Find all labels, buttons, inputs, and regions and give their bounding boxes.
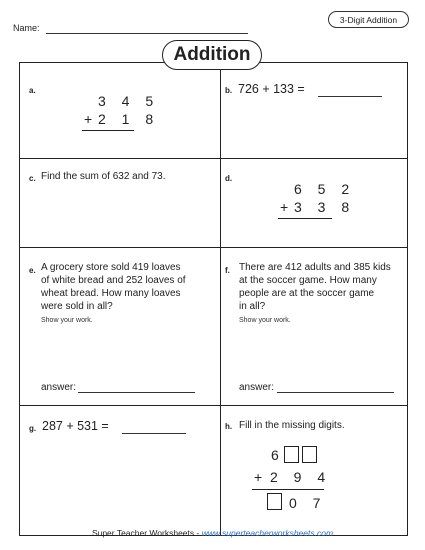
problem-e-line: were sold in all? [41, 301, 113, 312]
name-label: Name: [13, 23, 40, 33]
problem-h-text: Fill in the missing digits. [239, 420, 345, 431]
problem-h-bottom-number: 2 9 4 [270, 469, 332, 485]
problem-e-answer-field[interactable] [78, 392, 195, 393]
problem-f-text [239, 261, 414, 313]
problem-a-label: a. [29, 86, 36, 95]
problem-f-line: in all? [239, 301, 266, 312]
row-divider [19, 158, 408, 159]
problem-a-top-number: 3 4 5 [98, 93, 160, 109]
problem-d-plus-sign: + [280, 199, 289, 215]
problem-f-show-work: Show your work. [239, 317, 291, 324]
problem-e-show-work: Show your work. [41, 317, 93, 324]
problem-d-sum-line [278, 218, 332, 219]
problem-a-sum-line [82, 130, 134, 131]
problem-e-line: wheat bread. How many loaves [41, 288, 181, 299]
missing-digit-box[interactable] [267, 493, 282, 510]
footer-brand: Super Teacher Worksheets - [91, 528, 202, 538]
footer [0, 528, 425, 538]
name-field[interactable] [46, 33, 248, 34]
problem-h-plus-sign: + [254, 469, 263, 485]
problem-b-equation: 726 + 133 = [238, 82, 305, 96]
problem-b-answer-field[interactable] [318, 96, 382, 97]
problem-h-label: h. [225, 422, 233, 431]
problem-g-label: g. [29, 424, 37, 433]
problem-e-line: A grocery store sold 419 loaves [41, 262, 181, 273]
problem-f-label: f. [225, 266, 230, 275]
problem-h-sum-line [252, 489, 324, 490]
problem-e-text [41, 261, 216, 313]
column-divider [220, 62, 221, 536]
problem-e-answer-label: answer: [41, 382, 77, 393]
row-divider [19, 247, 408, 248]
problem-b-label: b. [225, 86, 233, 95]
problem-d-label: d. [225, 174, 233, 183]
missing-digit-box[interactable] [302, 446, 317, 463]
problem-d-top-number: 6 5 2 [294, 181, 356, 197]
topic-badge: 3-Digit Addition [328, 11, 409, 28]
problem-a-bottom-number: 2 1 8 [98, 111, 160, 127]
problem-e-line: of white bread and 252 loaves of [41, 275, 186, 286]
problem-f-answer-field[interactable] [277, 392, 394, 393]
problem-e-label: e. [29, 266, 36, 275]
problem-g-answer-field[interactable] [122, 433, 186, 434]
footer-link[interactable]: www.superteacherworksheets.com [201, 528, 334, 538]
problem-h-top-digit: 6 [271, 447, 279, 463]
problem-d-bottom-number: 3 3 8 [294, 199, 356, 215]
problem-f-line: There are 412 adults and 385 kids [239, 262, 391, 273]
page-title: Addition [162, 40, 262, 70]
missing-digit-box[interactable] [284, 446, 299, 463]
problem-g-equation: 287 + 531 = [42, 419, 109, 433]
problem-f-line: at the soccer game. How many [239, 275, 377, 286]
problem-a-plus-sign: + [84, 111, 93, 127]
problem-h-result-digits: 0 7 [289, 495, 327, 511]
problem-f-answer-label: answer: [239, 382, 275, 393]
problem-c-text: Find the sum of 632 and 73. [41, 171, 166, 182]
problem-c-label: c. [29, 174, 36, 183]
problem-f-line: people are at the soccer game [239, 288, 375, 299]
row-divider [19, 405, 408, 406]
